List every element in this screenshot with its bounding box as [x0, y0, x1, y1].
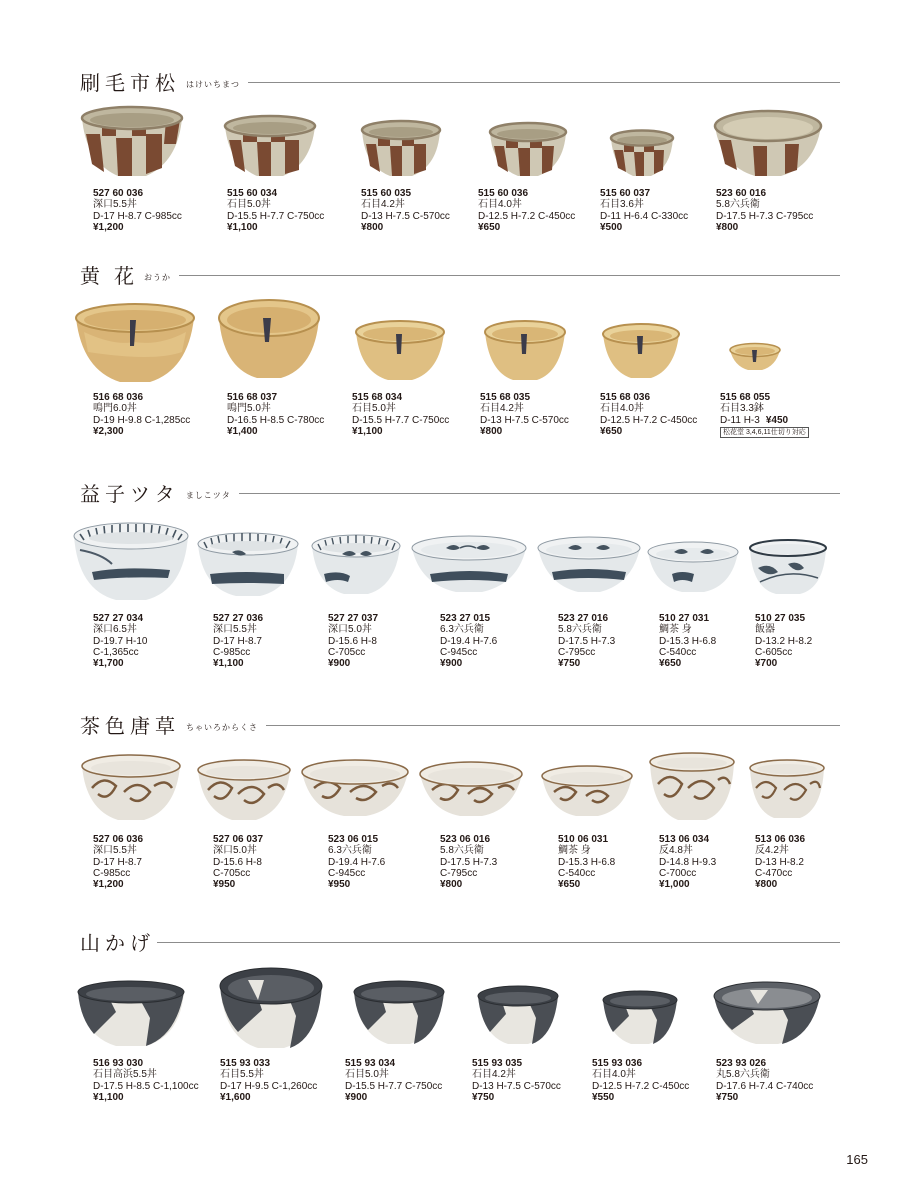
product-capacity: C-945cc [328, 867, 366, 879]
product-name: 石目高浜5.5丼 [93, 1069, 157, 1081]
bowl-image [196, 756, 292, 826]
product-dimensions: D-12.5 H-7.2 C-450cc [600, 414, 698, 426]
product-info [720, 392, 809, 438]
product-info [213, 613, 263, 669]
product-info [93, 392, 190, 437]
product-price: ¥1,100 [227, 221, 258, 233]
product-name: 深口5.5丼 [213, 624, 257, 636]
product-code: 515 68 034 [352, 392, 403, 403]
section-reading: はけいちまつ [186, 79, 240, 89]
product-price: ¥700 [755, 658, 778, 670]
product-info [440, 613, 497, 669]
product-dimensions: D-19.4 H-7.6 [440, 635, 498, 647]
product-code: 515 93 036 [592, 1058, 643, 1069]
product-info [440, 834, 497, 890]
section-reading: ちゃいろからくさ [186, 722, 258, 732]
product-price: ¥1,600 [220, 1091, 251, 1103]
product-name: 深口5.5丼 [93, 845, 137, 857]
product-code: 515 93 033 [220, 1058, 271, 1069]
product-dimensions: D-13.2 H-8.2 [755, 635, 813, 647]
bowl-image [748, 538, 828, 600]
product-price: ¥1,100 [93, 1091, 124, 1103]
bowl-image [646, 540, 740, 598]
product-name: 石目4.2丼 [361, 199, 405, 211]
product-code: 515 68 036 [600, 392, 651, 403]
product-code: 515 68 055 [720, 392, 771, 403]
product-code: 523 93 026 [716, 1058, 767, 1069]
product-dimensions: D-17 H-8.7 [93, 856, 142, 868]
product-info [345, 1058, 442, 1103]
bowl-image [354, 318, 446, 386]
product-capacity: C-795cc [440, 867, 478, 879]
section-title: 山かげ [80, 930, 155, 955]
product-code: 515 60 037 [600, 188, 651, 199]
product-code: 515 60 036 [478, 188, 529, 199]
product-price: ¥950 [213, 879, 236, 891]
product-name: 石目4.2丼 [472, 1069, 516, 1081]
product-price: ¥900 [328, 658, 351, 670]
product-name: 石目3.6丼 [600, 199, 644, 211]
product-dimensions: D-13 H-8.2 [755, 856, 804, 868]
bowl-image [483, 318, 567, 386]
product-name: 6.3六兵衛 [440, 624, 484, 636]
product-dimensions: D-13 H-7.5 C-570cc [361, 210, 450, 222]
product-dimensions: D-15.5 H-7.7 C-750cc [227, 210, 325, 222]
product-price: ¥750 [472, 1091, 495, 1103]
bowl-image [648, 750, 736, 826]
product-name: 鯛茶 身 [659, 624, 692, 636]
product-info [558, 834, 615, 890]
product-info [93, 1058, 199, 1103]
product-code: 523 06 016 [440, 834, 491, 845]
product-price: ¥800 [716, 221, 739, 233]
product-price: ¥650 [659, 658, 682, 670]
product-info [755, 613, 812, 669]
product-code: 527 06 036 [93, 834, 144, 845]
product-info [227, 188, 324, 233]
product-name: 石目5.5丼 [220, 1069, 264, 1081]
product-name: 石目5.0丼 [352, 403, 396, 415]
product-name: 鳴門5.0丼 [227, 403, 271, 415]
product-price: ¥900 [440, 658, 463, 670]
section-header-mashiko-tsuta [80, 477, 840, 507]
product-info [558, 613, 615, 669]
product-price: ¥1,200 [93, 879, 124, 891]
product-code: 523 60 016 [716, 188, 767, 199]
product-name: 石目5.0丼 [345, 1069, 389, 1081]
product-code: 516 93 030 [93, 1058, 144, 1069]
product-info [220, 1058, 317, 1103]
bowl-image [300, 758, 410, 822]
product-price: ¥500 [600, 221, 623, 233]
product-capacity: C-795cc [558, 646, 596, 658]
product-name: 5.8六兵衛 [716, 199, 760, 211]
section-reading: ましこツタ [185, 490, 231, 500]
product-code: 516 68 036 [93, 392, 144, 403]
product-dimensions: D-15.3 H-6.8 [558, 856, 616, 868]
bowl-image [80, 752, 182, 826]
product-capacity: C-700cc [659, 867, 697, 879]
product-info [472, 1058, 561, 1103]
product-dimensions: D-15.5 H-7.7 C-750cc [352, 414, 450, 426]
product-dimensions: D-17 H-9.5 C-1,260cc [220, 1080, 318, 1092]
product-price: ¥550 [592, 1091, 615, 1103]
product-dimensions: D-13 H-7.5 C-570cc [480, 414, 569, 426]
section-divider [248, 82, 840, 83]
bowl-image [536, 536, 642, 598]
product-price: ¥750 [558, 658, 581, 670]
product-capacity: C-945cc [440, 646, 478, 658]
bowl-image [360, 118, 442, 182]
bowl-image [196, 530, 300, 602]
product-code: 516 68 037 [227, 392, 278, 403]
section-header-chairo-karakusa [80, 709, 840, 739]
product-capacity: C-1,365cc [93, 646, 139, 658]
product-name: 反4.2丼 [755, 845, 789, 857]
product-dimensions: D-15.6 H-8 [213, 856, 262, 868]
bowl-image [748, 758, 826, 824]
product-dimensions: D-13 H-7.5 C-570cc [472, 1080, 561, 1092]
product-info [93, 834, 143, 890]
section-header-ouka [80, 259, 840, 289]
product-info [716, 1058, 813, 1103]
section-title: 益子ツタ [80, 481, 180, 506]
product-name: 石目5.0丼 [227, 199, 271, 211]
product-capacity: C-605cc [755, 646, 793, 658]
product-info [361, 188, 450, 233]
product-info [592, 1058, 689, 1103]
product-code: 515 60 035 [361, 188, 412, 199]
product-name: 石目4.0丼 [478, 199, 522, 211]
product-info [659, 834, 716, 890]
product-info [213, 834, 263, 890]
product-code: 510 27 031 [659, 613, 710, 624]
product-dimensions: D-17.5 H-7.3 C-795cc [716, 210, 814, 222]
product-code: 523 06 015 [328, 834, 379, 845]
product-price: ¥450 [765, 414, 789, 426]
section-divider [157, 942, 840, 943]
product-info [93, 188, 182, 233]
product-price: ¥1,200 [93, 221, 124, 233]
product-code: 515 60 034 [227, 188, 278, 199]
bowl-image [476, 984, 560, 1050]
bowl-image [72, 520, 190, 606]
bowl-image [76, 978, 186, 1052]
product-dimensions: D-11 H-3 [720, 414, 760, 426]
product-code: 523 27 016 [558, 613, 609, 624]
product-code: 510 27 035 [755, 613, 806, 624]
product-price: ¥900 [345, 1091, 368, 1103]
product-price: ¥650 [600, 425, 623, 437]
product-name: 石目4.2丼 [480, 403, 524, 415]
page-number: 165 [846, 1152, 868, 1167]
bowl-image [488, 120, 568, 182]
compatibility-note: 松花堂 3,4,6,11仕切り対応 [720, 427, 809, 438]
bowl-image [712, 980, 822, 1050]
product-code: 527 27 034 [93, 613, 144, 624]
bowl-image [410, 534, 528, 598]
product-dimensions: D-19 H-9.8 C-1,285cc [93, 414, 191, 426]
product-price: ¥1,100 [352, 425, 383, 437]
product-code: 513 06 034 [659, 834, 710, 845]
product-dimensions: D-16.5 H-8.5 C-780cc [227, 414, 325, 426]
product-name: 鯛茶 身 [558, 845, 591, 857]
product-code: 515 93 034 [345, 1058, 396, 1069]
product-name: 6.3六兵衛 [328, 845, 372, 857]
product-info [328, 613, 378, 669]
product-price: ¥650 [558, 879, 581, 891]
product-code: 523 27 015 [440, 613, 491, 624]
product-name: 深口5.5丼 [93, 199, 137, 211]
product-info [352, 392, 449, 437]
bowl-image [80, 104, 184, 182]
product-code: 510 06 031 [558, 834, 609, 845]
product-price: ¥1,400 [227, 425, 258, 437]
bowl-image [601, 322, 681, 384]
section-divider [239, 493, 840, 494]
product-name: 鳴門6.0丼 [93, 403, 137, 415]
product-capacity: C-985cc [213, 646, 251, 658]
product-info [716, 188, 813, 233]
product-name: 飯器 [755, 624, 775, 636]
bowl-image [601, 988, 679, 1050]
product-name: 深口5.0丼 [328, 624, 372, 636]
bowl-image [218, 966, 324, 1054]
product-name: 深口6.5丼 [93, 624, 137, 636]
product-capacity: C-705cc [328, 646, 366, 658]
product-code: 527 27 037 [328, 613, 379, 624]
product-dimensions: D-17.5 H-7.3 [558, 635, 616, 647]
bowl-image [728, 342, 782, 374]
product-price: ¥800 [755, 879, 778, 891]
product-info [600, 392, 697, 437]
product-name: 石目4.0丼 [600, 403, 644, 415]
product-name: 丸5.8六兵衛 [716, 1069, 770, 1081]
product-code: 515 93 035 [472, 1058, 523, 1069]
product-dimensions: D-17 H-8.7 [213, 635, 262, 647]
product-code: 527 60 036 [93, 188, 144, 199]
bowl-image [310, 532, 402, 600]
product-dimensions: D-19.4 H-7.6 [328, 856, 386, 868]
product-price: ¥650 [478, 221, 501, 233]
product-price: ¥800 [361, 221, 384, 233]
section-divider [179, 275, 840, 276]
product-name: 5.8六兵衛 [558, 624, 602, 636]
product-price: ¥800 [440, 879, 463, 891]
section-header-hake-ichimatsu [80, 66, 840, 96]
product-info [93, 613, 147, 669]
bowl-image [217, 298, 321, 384]
product-name: 反4.8丼 [659, 845, 693, 857]
section-title: 黄花 [80, 263, 148, 288]
section-title: 茶色唐草 [80, 713, 180, 738]
product-dimensions: D-15.6 H-8 [328, 635, 377, 647]
product-code: 527 06 037 [213, 834, 264, 845]
product-dimensions: D-17.5 H-8.5 C-1,100cc [93, 1080, 199, 1092]
product-code: 513 06 036 [755, 834, 806, 845]
section-title: 刷毛市松 [80, 70, 180, 95]
bowl-image [609, 128, 675, 182]
bowl-image [540, 764, 634, 822]
section-divider [266, 725, 840, 726]
section-header-yamakage [80, 926, 840, 956]
product-dimensions: D-14.8 H-9.3 [659, 856, 717, 868]
product-dimensions: D-17.5 H-7.3 [440, 856, 498, 868]
product-info [478, 188, 575, 233]
product-info [480, 392, 569, 437]
product-dimensions: D-19.7 H-10 [93, 635, 148, 647]
product-info [328, 834, 385, 890]
product-dimensions: D-11 H-6.4 C-330cc [600, 210, 689, 222]
product-price: ¥2,300 [93, 425, 124, 437]
product-dimensions: D-15.5 H-7.7 C-750cc [345, 1080, 443, 1092]
product-price: ¥800 [480, 425, 503, 437]
product-name: 石目3.3鉢 [720, 403, 764, 415]
bowl-image [74, 302, 196, 388]
product-capacity: C-540cc [659, 646, 697, 658]
product-dimensions: D-12.5 H-7.2 C-450cc [478, 210, 576, 222]
product-price: ¥950 [328, 879, 351, 891]
product-price: ¥1,700 [93, 658, 124, 670]
bowl-image [713, 108, 823, 182]
product-info [600, 188, 688, 233]
product-price: ¥750 [716, 1091, 739, 1103]
product-dimensions: D-15.3 H-6.8 [659, 635, 717, 647]
bowl-image [352, 978, 446, 1050]
product-price: ¥1,000 [659, 879, 690, 891]
product-info [227, 392, 324, 437]
product-capacity: C-540cc [558, 867, 596, 879]
bowl-image [418, 760, 524, 822]
product-name: 石目4.0丼 [592, 1069, 636, 1081]
product-capacity: C-985cc [93, 867, 131, 879]
product-dimensions: D-17 H-8.7 C-985cc [93, 210, 182, 222]
product-info [755, 834, 805, 890]
product-price: ¥1,100 [213, 658, 244, 670]
product-capacity: C-470cc [755, 867, 793, 879]
product-code: 515 68 035 [480, 392, 531, 403]
section-reading: おうか [144, 272, 171, 282]
product-dimensions: D-12.5 H-7.2 C-450cc [592, 1080, 690, 1092]
product-info [659, 613, 716, 669]
product-code: 527 27 036 [213, 613, 264, 624]
product-capacity: C-705cc [213, 867, 251, 879]
product-name: 深口5.0丼 [213, 845, 257, 857]
product-dimensions: D-17.6 H-7.4 C-740cc [716, 1080, 814, 1092]
product-name: 5.8六兵衛 [440, 845, 484, 857]
bowl-image [223, 112, 317, 182]
